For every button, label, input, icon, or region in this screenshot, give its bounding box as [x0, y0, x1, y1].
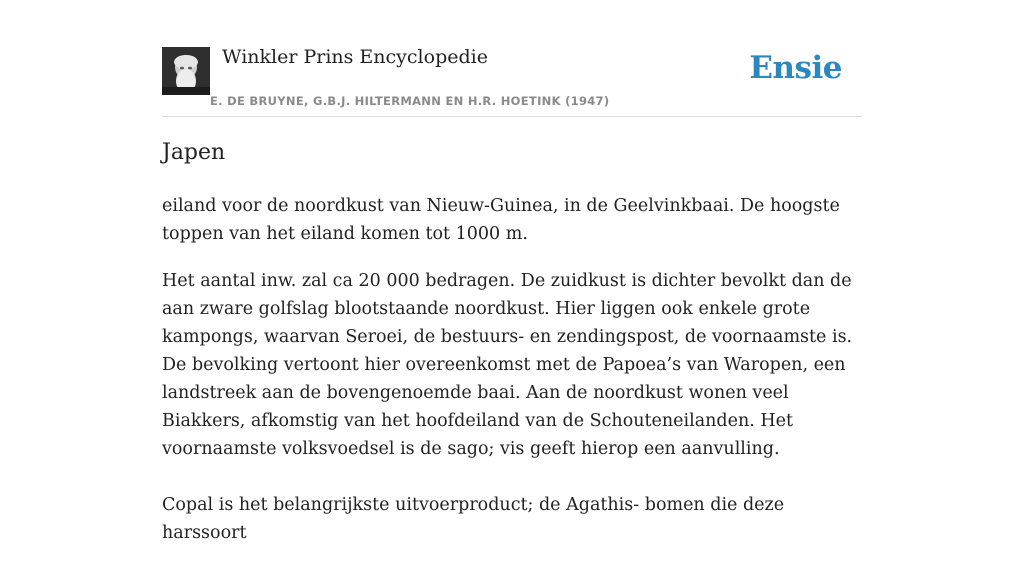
source-title[interactable]: Winkler Prins Encyclopedie: [222, 46, 488, 68]
portrait-icon[interactable]: [162, 47, 210, 95]
source-authors: E. DE BRUYNE, G.B.J. HILTERMANN EN H.R. HOETINK (1947): [210, 94, 610, 108]
article-paragraph: eiland voor de noordkust van Nieuw-Guinea, in de Geelvinkbaai. De hoogste toppen van het eiland komen tot 1000 m.: [162, 196, 840, 244]
article-title: Japen: [162, 140, 226, 165]
ensie-logo[interactable]: Ensie: [749, 50, 842, 86]
article-paragraph: Het aantal inw. zal ca 20 000 bedragen. De zuidkust is dichter bevolkt dan de aan zware golfslag blootstaande noordkust. Hier liggen ook enkele grote kampongs, waarvan Seroei, de bestuurs- en zendingspost, de voornaamste is. De bevolking vertoont hier overeenkomst met de Papoea’s van Waropen, een landstreek aan de bovengenoemde baai. Aan de noordkust wonen veel Biakkers, afkomstig van het hoofdeiland van de Schouteneilanden. Het voornaamste volksvoedsel is de sago; vis geeft hierop een aanvulling.: [162, 271, 853, 459]
author-portrait: [162, 47, 210, 95]
source-header: [162, 40, 862, 117]
article-paragraph: Copal is het belangrijkste uitvoerproduct; de Agathis- bomen die deze harssoort: [162, 495, 785, 543]
article-body: [162, 192, 862, 566]
